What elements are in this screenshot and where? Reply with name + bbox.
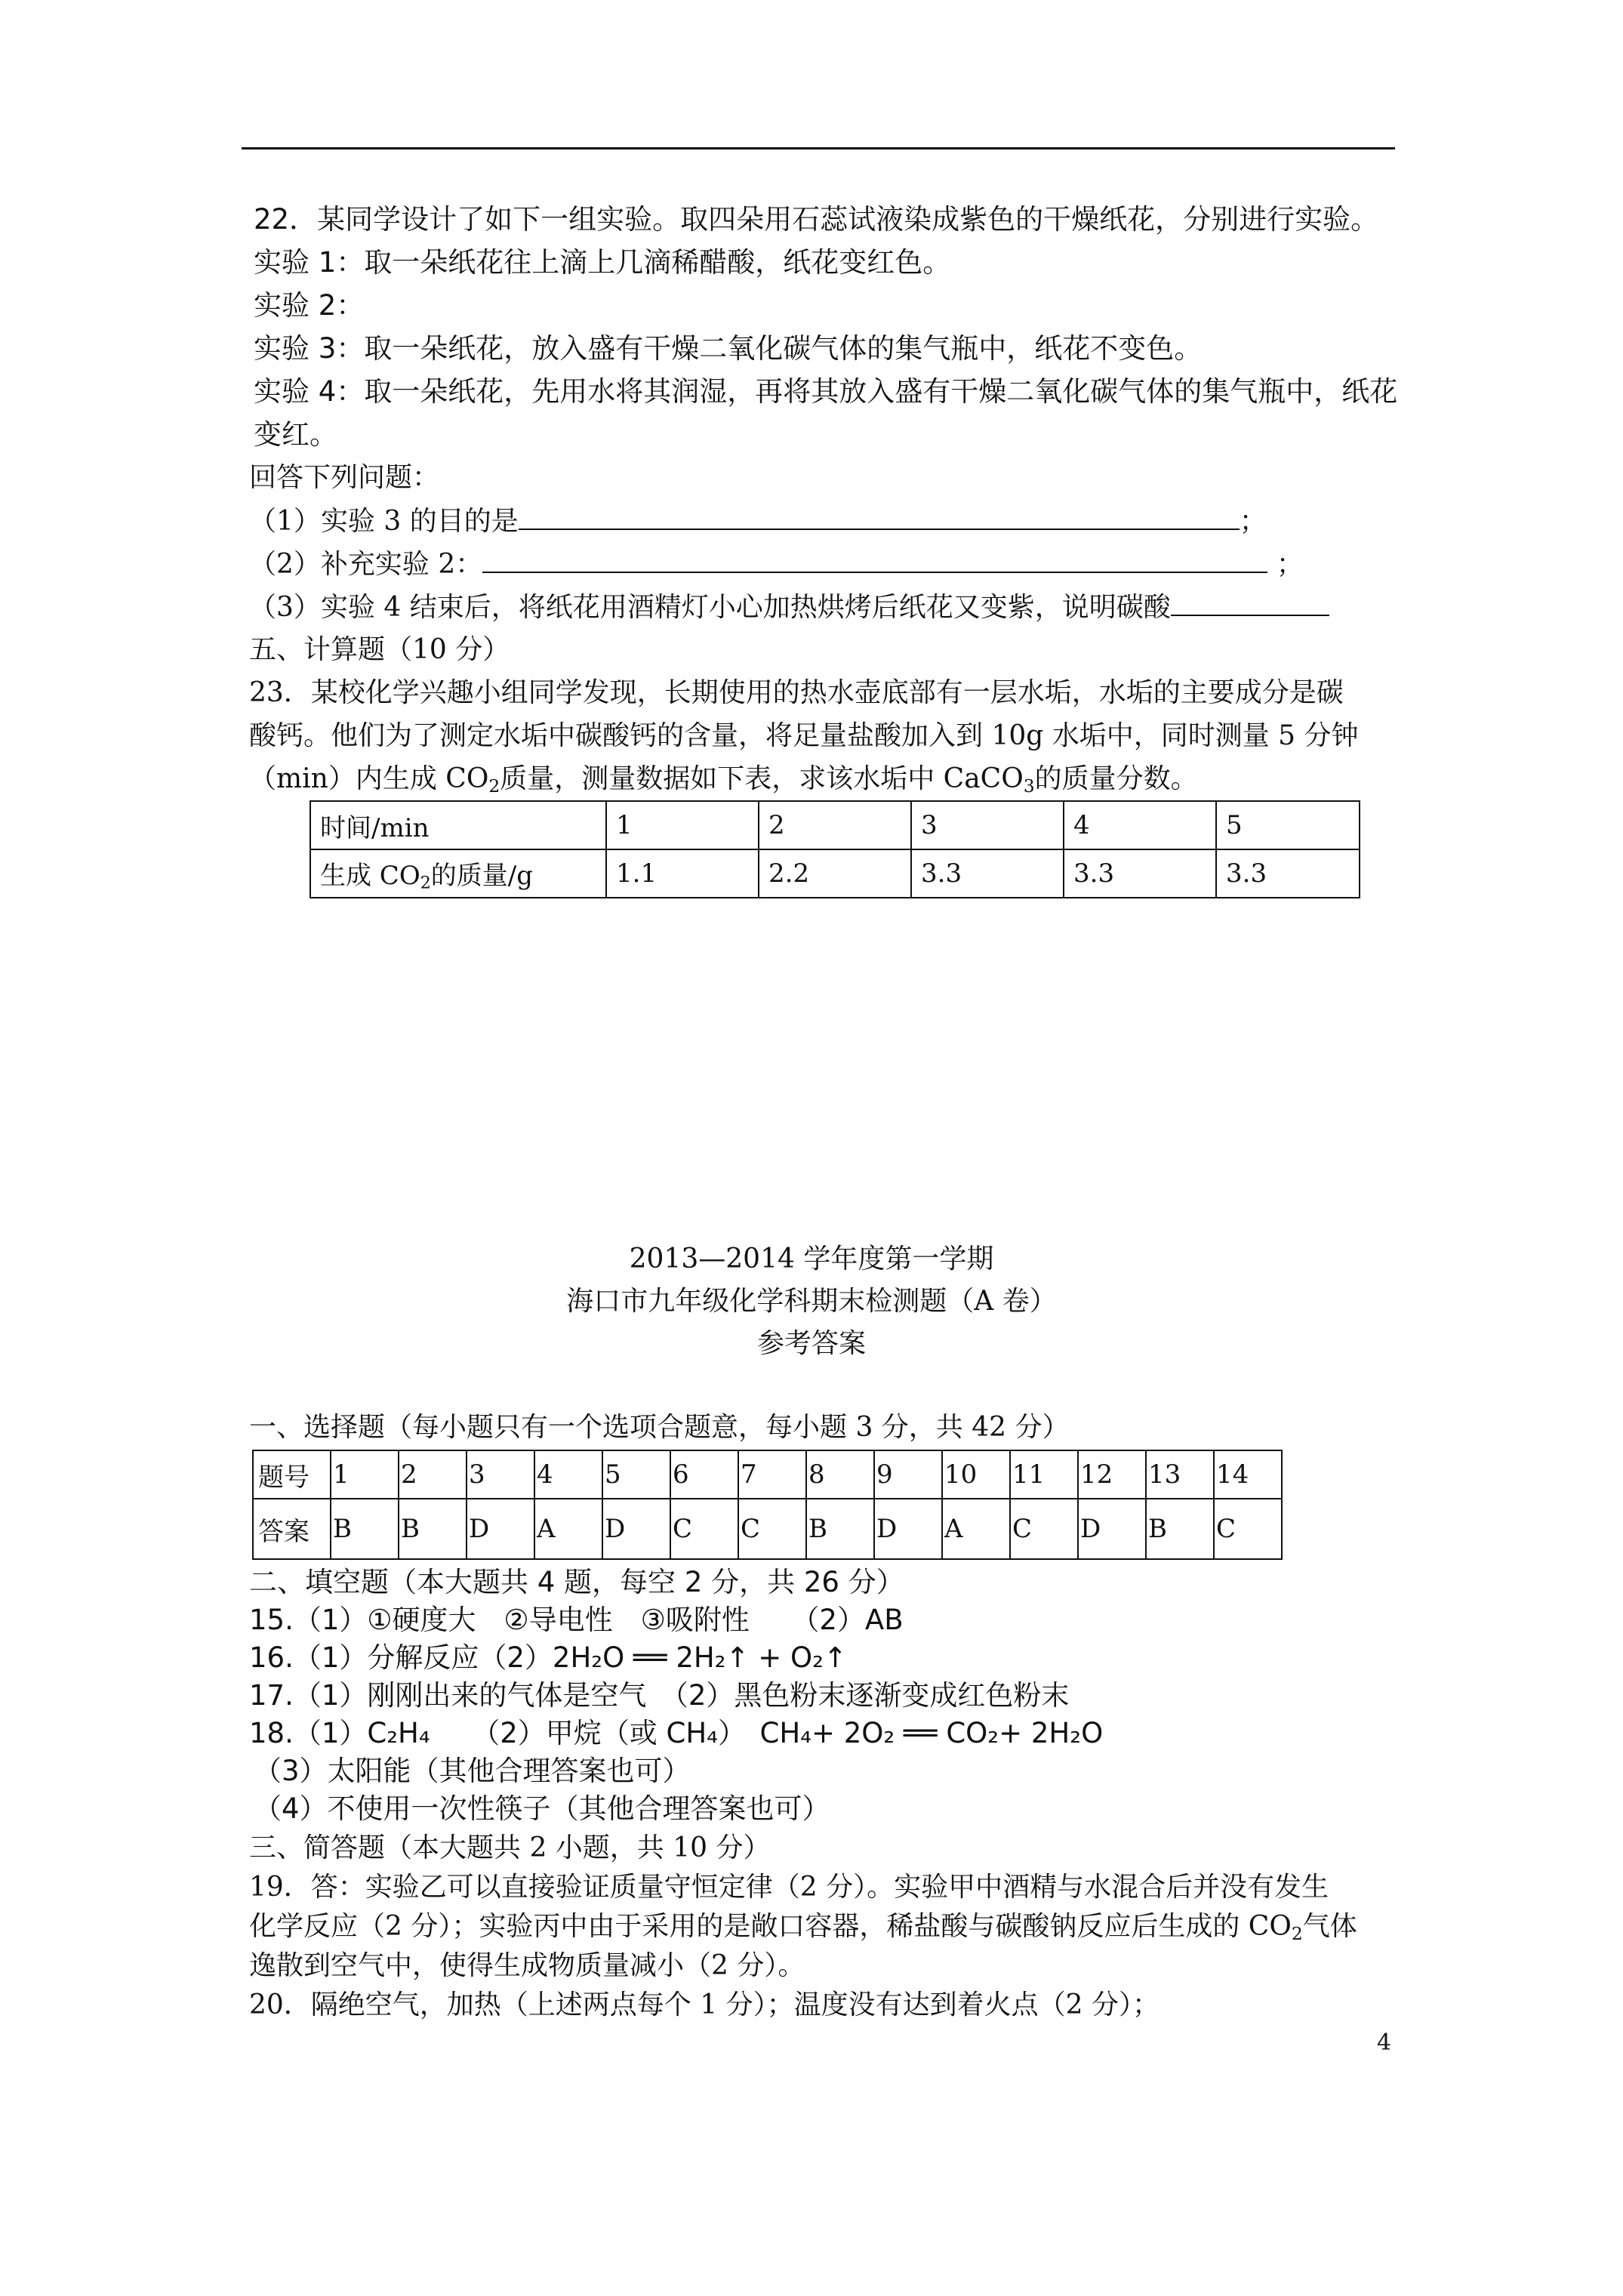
table-row bbox=[310, 801, 1360, 849]
table-cell: C bbox=[1214, 1499, 1282, 1559]
table-cell: 3 bbox=[467, 1450, 534, 1499]
q22-exp3: 实验 3：取一朵纸花，放入盛有干燥二氧化碳气体的集气瓶中，纸花不变色。 bbox=[254, 332, 1203, 365]
q22-sub1-end: ； bbox=[1239, 506, 1267, 537]
q22-answer-prompt: 回答下列问题： bbox=[249, 462, 440, 493]
mass-label-a: 生成 CO bbox=[320, 860, 420, 891]
table-row bbox=[253, 1499, 1282, 1559]
table-cell: 4 bbox=[1064, 801, 1216, 849]
table-cell: 2 bbox=[759, 801, 911, 849]
answer-19-line2-sub: 2 bbox=[1291, 1922, 1303, 1944]
table-cell: 8 bbox=[806, 1450, 874, 1499]
table-cell: D bbox=[467, 1499, 534, 1559]
table-cell: 14 bbox=[1214, 1450, 1282, 1499]
answer-19-line3: 逸散到空气中，使得生成物质量减小（2 分）。 bbox=[249, 1950, 805, 1981]
table-cell: 12 bbox=[1078, 1450, 1146, 1499]
answers-subtitle: 参考答案 bbox=[756, 1328, 866, 1359]
q22-exp4-line1: 实验 4：取一朵纸花，先用水将其润湿，再将其放入盛有干燥二氧化碳气体的集气瓶中，纸花 bbox=[254, 375, 1398, 408]
q22-sub1 bbox=[249, 500, 1267, 543]
table-cell: 5 bbox=[602, 1450, 670, 1499]
q22-sub3 bbox=[249, 586, 1329, 629]
q23-line3-c: 的质量分数。 bbox=[1034, 763, 1198, 794]
q23-line3-b: 质量，测量数据如下表，求该水垢中 CaCO bbox=[500, 763, 1024, 794]
table-cell: B bbox=[806, 1499, 874, 1559]
table-cell: 10 bbox=[942, 1450, 1010, 1499]
table-cell: 1.1 bbox=[606, 849, 759, 898]
q22-sub1-text: （1）实验 3 的目的是 bbox=[249, 506, 519, 537]
table-cell: B bbox=[1146, 1499, 1214, 1559]
table-cell: 2 bbox=[399, 1450, 467, 1499]
answer-18-1: 18.（1）C₂H₄ （2）甲烷（或 CH₄） CH₄+ 2O₂ ══ CO₂+ 2H₂O bbox=[249, 1717, 1104, 1749]
table-cell: 1 bbox=[331, 1450, 399, 1499]
q22-sub3-blank[interactable] bbox=[1171, 586, 1329, 616]
table-cell: 3 bbox=[911, 801, 1064, 849]
table-cell: A bbox=[942, 1499, 1010, 1559]
answer-19-line2-b: 气体 bbox=[1302, 1911, 1357, 1942]
mass-label-b: 的质量/g bbox=[430, 860, 533, 891]
table-cell: A bbox=[534, 1499, 602, 1559]
table-cell: 13 bbox=[1146, 1450, 1214, 1499]
section2-title: 二、填空题（本大题共 4 题，每空 2 分，共 26 分） bbox=[249, 1566, 904, 1598]
section3-title: 三、简答题（本大题共 2 小题，共 10 分） bbox=[249, 1832, 771, 1863]
table-cell: 3.3 bbox=[911, 849, 1064, 898]
q22-sub2-blank[interactable] bbox=[482, 543, 1267, 573]
answer-20: 20．隔绝空气，加热（上述两点每个 1 分）；温度没有达到着火点（2 分）； bbox=[249, 1989, 1160, 2020]
table-row bbox=[310, 849, 1360, 898]
mass-label-sub: 2 bbox=[420, 873, 431, 893]
q23-line3-sub: 2 bbox=[488, 775, 500, 797]
table-cell: 7 bbox=[738, 1450, 806, 1499]
table-cell: B bbox=[399, 1499, 467, 1559]
table-cell-label: 题号 bbox=[253, 1450, 331, 1499]
q22-exp2: 实验 2： bbox=[254, 289, 365, 322]
table-cell-label bbox=[310, 849, 606, 898]
q23-line1: 23．某校化学兴趣小组同学发现，长期使用的热水壶底部有一层水垢，水垢的主要成分是碳 bbox=[249, 677, 1344, 708]
table-cell: D bbox=[874, 1499, 942, 1559]
q22-sub2 bbox=[249, 543, 1304, 586]
answer-15: 15.（1）①硬度大 ②导电性 ③吸附性 （2）AB bbox=[249, 1604, 904, 1636]
q22-exp1: 实验 1：取一朵纸花往上滴上几滴稀醋酸，纸花变红色。 bbox=[254, 246, 951, 279]
q23-line2: 酸钙。他们为了测定水垢中碳酸钙的含量，将足量盐酸加入到 10g 水垢中，同时测量 5 分钟 bbox=[249, 720, 1359, 751]
answer-17: 17.（1）刚刚出来的气体是空气 （2）黑色粉末逐渐变成红色粉末 bbox=[249, 1679, 1070, 1712]
table-cell: 1 bbox=[606, 801, 759, 849]
table-cell: C bbox=[738, 1499, 806, 1559]
table-cell: 3.3 bbox=[1216, 849, 1360, 898]
answer-19-line2-a: 化学反应（2 分）；实验丙中由于采用的是敞口容器，稀盐酸与碳酸钠反应后生成的 CO bbox=[249, 1911, 1292, 1942]
table-cell-label: 时间/min bbox=[310, 801, 606, 849]
section1-title: 一、选择题（每小题只有一个选项合题意，每小题 3 分，共 42 分） bbox=[249, 1412, 1070, 1443]
answer-18-3: （3）太阳能（其他合理答案也可） bbox=[254, 1755, 691, 1787]
table-cell: C bbox=[670, 1499, 738, 1559]
q23-line3-a: （min）内生成 CO bbox=[249, 763, 489, 794]
q22-intro: 22．某同学设计了如下一组实验。取四朵用石蕊试液染成紫色的干燥纸花，分别进行实验。 bbox=[254, 203, 1379, 236]
q22-exp4-line2: 变红。 bbox=[254, 418, 337, 451]
answer-19-line1: 19．答：实验乙可以直接验证质量守恒定律（2 分）。实验甲中酒精与水混合后并没有发生 bbox=[249, 1872, 1329, 1903]
table-cell: D bbox=[1078, 1499, 1146, 1559]
table-cell: 11 bbox=[1010, 1450, 1078, 1499]
table-cell: 9 bbox=[874, 1450, 942, 1499]
table-row bbox=[253, 1450, 1282, 1499]
q23-data-table bbox=[310, 800, 1360, 898]
q22-sub2-end: ； bbox=[1276, 549, 1304, 580]
table-cell: B bbox=[331, 1499, 399, 1559]
choice-answer-table bbox=[252, 1450, 1283, 1560]
q22-sub2-text: （2）补充实验 2： bbox=[249, 549, 483, 580]
table-cell: 6 bbox=[670, 1450, 738, 1499]
header-rule bbox=[242, 147, 1395, 149]
table-cell-label: 答案 bbox=[253, 1499, 331, 1559]
section5-title: 五、计算题（10 分） bbox=[249, 634, 510, 665]
answer-16: 16.（1）分解反应（2）2H₂O ══ 2H₂↑ + O₂↑ bbox=[249, 1641, 847, 1674]
answer-18-4: （4）不使用一次性筷子（其他合理答案也可） bbox=[254, 1792, 830, 1825]
q23-line3-sub2: 3 bbox=[1023, 775, 1035, 797]
q22-sub1-blank[interactable] bbox=[519, 500, 1240, 530]
table-cell: 3.3 bbox=[1064, 849, 1216, 898]
answers-title: 海口市九年级化学科期末检测题（A 卷） bbox=[566, 1286, 1057, 1317]
table-cell: C bbox=[1010, 1499, 1078, 1559]
table-cell: D bbox=[602, 1499, 670, 1559]
table-cell: 5 bbox=[1216, 801, 1360, 849]
q22-sub3-text: （3）实验 4 结束后，将纸花用酒精灯小心加热烘烤后纸花又变紫，说明碳酸 bbox=[249, 592, 1171, 623]
page-number: 4 bbox=[1377, 2029, 1392, 2056]
table-cell: 2.2 bbox=[759, 849, 911, 898]
answers-year: 2013—2014 学年度第一学期 bbox=[629, 1244, 994, 1274]
table-cell: 4 bbox=[534, 1450, 602, 1499]
